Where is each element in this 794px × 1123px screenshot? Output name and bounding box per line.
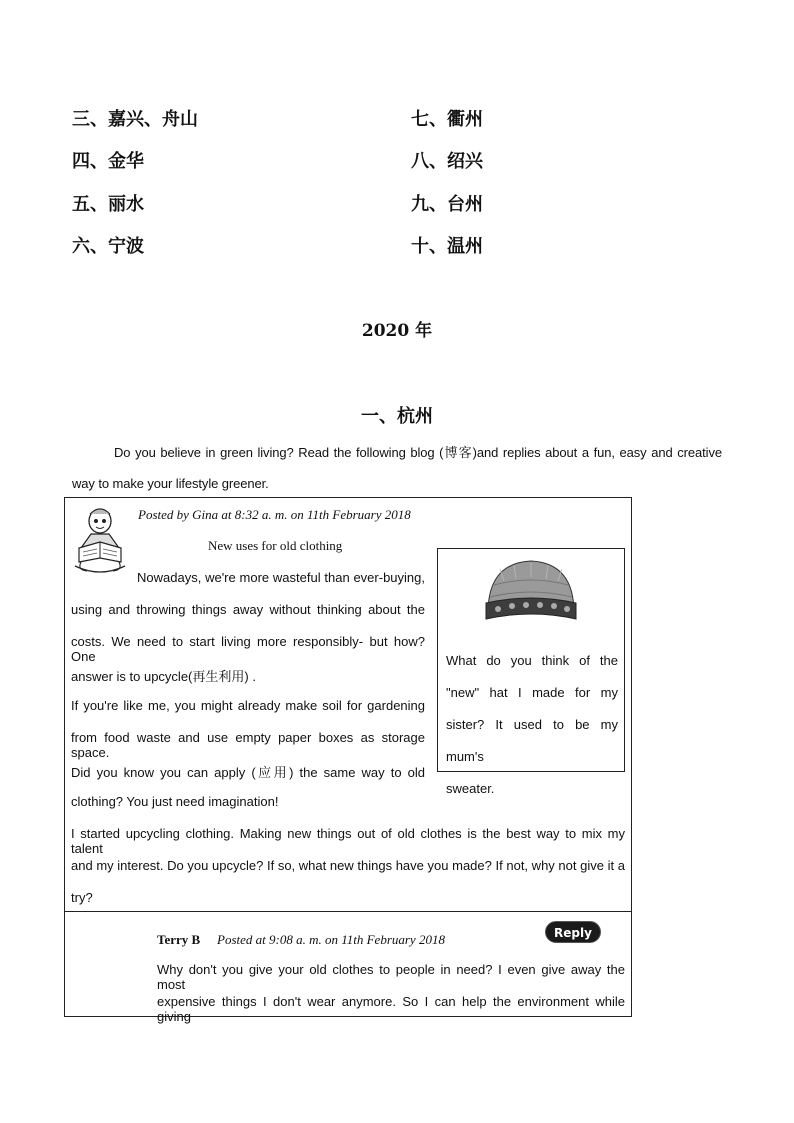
blog-line: clothing? You just need imagination!: [71, 794, 279, 809]
knitted-hat-image: [480, 555, 582, 625]
city-item: 五、丽水: [72, 194, 144, 215]
blog-line: answer is to upcycle(再生利用) .: [71, 669, 256, 684]
reply-divider: [65, 911, 631, 912]
blog-line: and my interest. Do you upcycle? If so, what new things have you made? If not, why not give it a: [71, 858, 625, 873]
hat-caption: [446, 645, 618, 805]
city-item: 九、台州: [411, 194, 483, 215]
reader-avatar-icon: [71, 504, 129, 576]
city-item: 三、嘉兴、舟山: [72, 109, 198, 130]
caption-line: sister? It used to be my mum's: [446, 717, 618, 764]
hat-photo-box: [437, 548, 625, 796]
caption-line: What do you think of the: [446, 653, 618, 668]
post-meta: Posted by Gina at 8:32 a. m. on 11th February 2018: [138, 507, 411, 522]
city-item: 四、金华: [72, 151, 144, 172]
section-heading: 一、杭州: [361, 406, 433, 427]
reply-button[interactable]: Reply: [545, 921, 601, 943]
blog-line: costs. We need to start living more responsibly- but how? One: [71, 634, 425, 664]
year-heading: 2020 年: [361, 321, 433, 341]
blog-line: try?: [71, 890, 93, 905]
blog-line: using and throwing things away without thinking about the: [71, 602, 425, 617]
reply-line: expensive things I don't wear anymore. So I can help the environment while giving: [157, 994, 625, 1024]
blog-line: Did you know you can apply (应用) the same way to old: [71, 765, 425, 780]
city-item: 七、衢州: [411, 109, 483, 130]
city-item: 六、宁波: [72, 236, 144, 257]
blog-line: I started upcycling clothing. Making new things out of old clothes is the best way to mix my talent: [71, 826, 625, 856]
blog-line: Nowadays, we're more wasteful than ever-buying,: [137, 570, 425, 585]
blog-line: If you're like me, you might already make soil for gardening: [71, 698, 425, 713]
reply-author: Terry B: [157, 932, 201, 947]
intro-paragraph: Do you believe in green living? Read the following blog (博客)and replies about a fun, easy and creative way to make your lifestyle greener.: [72, 445, 722, 491]
reply-line: Why don't you give your old clothes to people in need? I even give away the most: [157, 962, 625, 992]
caption-line: "new" hat I made for my: [446, 685, 618, 700]
caption-line: sweater.: [446, 781, 495, 796]
city-item: 十、温州: [411, 236, 483, 257]
blog-post-box: [64, 497, 632, 1024]
blog-line: from food waste and use empty paper boxes as storage space.: [71, 730, 425, 760]
reply-meta: Posted at 9:08 a. m. on 11th February 2018: [217, 932, 445, 947]
city-item: 八、绍兴: [411, 151, 483, 172]
blog-title: New uses for old clothing: [208, 538, 343, 553]
